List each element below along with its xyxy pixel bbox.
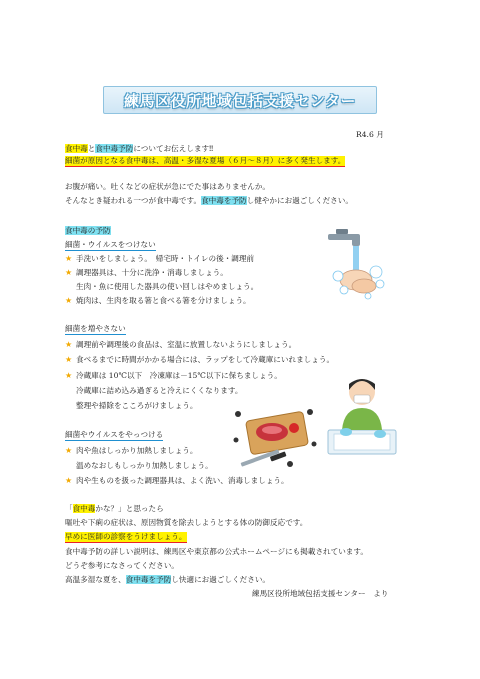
- closing-line-3: [65, 532, 187, 542]
- intro-highlight-food-poisoning: 食中毒: [65, 144, 88, 153]
- section1-item-2b: 生肉・魚に使用した器具の使い回しはやめましょう。: [76, 282, 259, 291]
- star-bullet-icon: ★: [65, 296, 73, 305]
- section2-item-3b: 冷蔵庫に詰め込み過ぎると冷えにくくなります。: [76, 386, 243, 395]
- section2-item-text: 冷蔵庫は 10℃以下 冷凍庫は－15℃以下に保ちましょう。: [76, 371, 282, 380]
- section2-item-2: [65, 355, 334, 365]
- closing-line-4: 食中毒予防の詳しい説明は、練馬区や東京都の公式ホームページにも掲載されています。: [65, 547, 368, 556]
- symptoms-text: そんなとき疑われる一つが食中毒です。: [65, 196, 202, 205]
- star-bullet-icon: ★: [65, 254, 73, 263]
- glove-right: [374, 430, 386, 438]
- water-stream: [353, 246, 359, 270]
- closing-text: し快適にお過ごしください。: [171, 575, 271, 584]
- closing-line-1: [65, 504, 164, 514]
- section2-item-3: [65, 371, 282, 381]
- section2-heading-text: 細菌を増やさない: [65, 324, 126, 333]
- section1-heading-text: 細菌・ウイルスをつけない: [65, 240, 156, 249]
- section1-item-2: [65, 268, 228, 278]
- person-apron: [342, 408, 382, 430]
- soap-bubble: [333, 271, 343, 281]
- star-bullet-icon: ★: [65, 355, 73, 364]
- star-bullet-icon: ★: [65, 476, 73, 485]
- section1-heading: [65, 240, 156, 250]
- meat-fat: [262, 426, 282, 434]
- section1-item-text: 手洗いをしましょう。 帰宅時・トイレの後・調理前: [76, 254, 255, 263]
- section1-item-text: 焼肉は、生肉を取る箸と食べる箸を分けましょう。: [76, 296, 251, 305]
- face-mask: [354, 395, 370, 403]
- closing-doctor-advice: 早めに医師の診察をうけましょう。: [65, 532, 187, 541]
- intro-highlight-prevention: 食中毒予防: [95, 144, 134, 153]
- closing-line-5: どうぞ参考になさってください。: [65, 561, 179, 570]
- section1-item-text: 調理器具は、十分に洗浄・消毒しましょう。: [76, 268, 228, 277]
- star-bullet-icon: ★: [65, 371, 73, 380]
- star-bullet-icon: ★: [65, 340, 73, 349]
- germ-icon: [235, 411, 241, 417]
- section1-item-1: [65, 254, 254, 264]
- section3-item-text: 肉や生ものを扱った調理器具は、よく洗い、消毒しましょう。: [76, 476, 289, 485]
- star-bullet-icon: ★: [65, 446, 73, 455]
- germ-icon: [312, 442, 317, 447]
- section3-heading: [65, 430, 163, 440]
- meat-cutting-board-illustration: [230, 404, 318, 474]
- section3-item-1b: 温めなおしもしっかり加熱しましょう。: [76, 461, 213, 470]
- symptoms-line-1: お腹が痛い。吐くなどの症状が急にでた事はありませんか。: [65, 182, 271, 191]
- soap-bubble: [365, 293, 371, 299]
- section3-item-text: 肉や魚はしっかり加熱しましょう。: [76, 446, 198, 455]
- tomato: [289, 423, 299, 433]
- intro-warning: 細菌が原因となる食中毒は、高温・多湿な夏場（６月～８月）に多く発生します。: [65, 156, 346, 165]
- soap-bubble: [370, 266, 382, 278]
- date-label: R4.6 月: [356, 130, 384, 139]
- glove-left: [340, 428, 352, 436]
- section2-item-text: 食べるまでに時間がかかる場合には、ラップをして冷蔵庫にいれましょう。: [76, 355, 335, 364]
- star-bullet-icon: ★: [65, 268, 73, 277]
- prevention-heading-text: 食中毒の予防: [65, 226, 111, 235]
- intro-line-2: [65, 156, 345, 166]
- intro-text: と: [87, 144, 96, 153]
- soap-bubble: [340, 286, 348, 294]
- section2-item-text: 調理前や調理後の食品は、室温に放置しないようにしましょう。: [76, 340, 297, 349]
- closing-line-6: [65, 575, 270, 585]
- section3-heading-text: 細菌やウイルスをやっつける: [65, 430, 164, 439]
- closing-text: かな？」と思ったら: [95, 504, 164, 513]
- cleaning-person-illustration: [318, 368, 408, 460]
- signature: 練馬区役所地域包括支援センター より: [252, 589, 389, 598]
- closing-highlight-prevention: 食中毒を予防: [125, 575, 172, 584]
- symptoms-line-2: [65, 196, 353, 206]
- section3-item-2: [65, 476, 289, 486]
- closing-text: 高温多湿な夏を、: [65, 575, 126, 584]
- hand-right: [352, 279, 376, 293]
- faucet-handle: [336, 229, 348, 234]
- symptoms-text: し健やかにお過ごしください。: [246, 196, 353, 205]
- closing-highlight: 食中毒: [72, 504, 96, 513]
- page-title: 練馬区役所地域包括支援センター: [124, 91, 356, 110]
- soap-bubble: [376, 280, 384, 288]
- section1-item-3: [65, 296, 251, 306]
- section2-item-3c: 整理や掃除をこころがけましょう。: [76, 401, 198, 410]
- intro-text: についてお伝えします‼: [133, 144, 214, 153]
- germ-icon: [307, 409, 313, 415]
- handwashing-illustration: [316, 226, 400, 310]
- germ-icon: [234, 438, 239, 443]
- section2-item-1: [65, 340, 296, 350]
- section2-heading: [65, 324, 126, 334]
- closing-text: 「: [65, 504, 73, 513]
- intro-line-1: [65, 144, 213, 154]
- faucet-spout: [352, 234, 360, 246]
- germ-icon: [287, 461, 293, 467]
- closing-line-2: 嘔吐や下痢の症状は、原因物質を除去しようとする体の防御反応です。: [65, 518, 308, 527]
- section3-item-1: [65, 446, 198, 456]
- prevention-heading: [65, 226, 111, 236]
- symptoms-highlight: 食中毒を予防: [201, 196, 247, 205]
- title-banner: [103, 86, 377, 114]
